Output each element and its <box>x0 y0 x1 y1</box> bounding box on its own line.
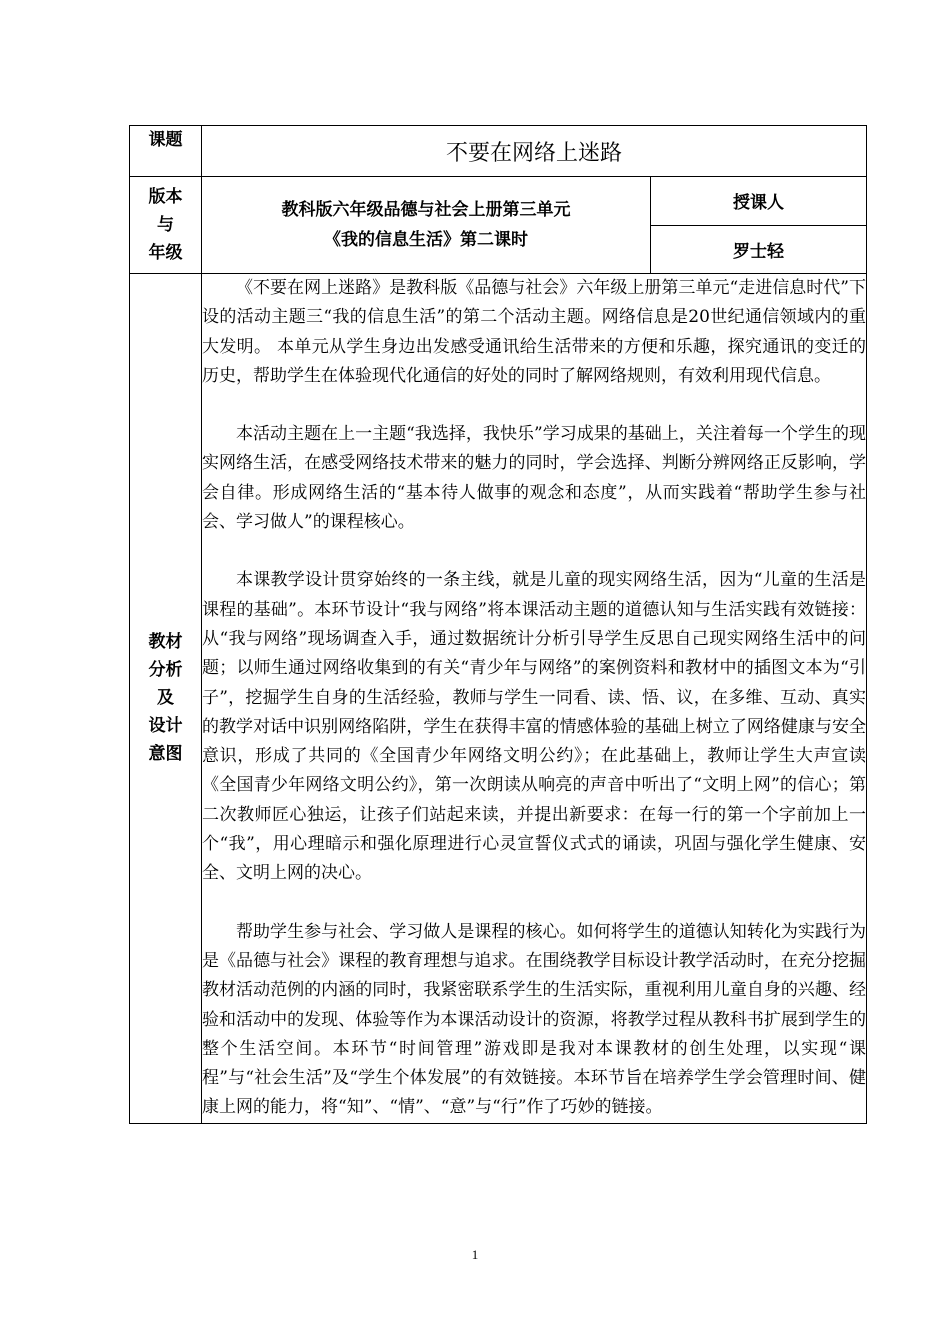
analysis-paragraph: 《不要在网上迷路》是教科版《品德与社会》六年级上册第三单元“走进信息时代”下设的活动主题三“我的信息生活”的第二个活动主题。网络信息是20世纪通信领域内的重大发明。 本单元从学生身边出发感受通讯给生活带来的方便和乐趣，探究通讯的变迁的历史，帮助学生在体验现代化通信的好处的同时了解网络规则，有效利用现代信息。 <box>202 278 866 386</box>
title-row <box>130 126 867 177</box>
analysis-label-line: 设计 <box>148 716 183 737</box>
lesson-plan-table <box>129 125 867 1124</box>
analysis-paragraph: 本课教学设计贯穿始终的一条主线，就是儿童的现实网络生活，因为“儿童的生活是课程的基础”。本环节设计“我与网络”将本课活动主题的道德认知与生活实践有效链接：从“我与网络”现场调查入手，通过数据统计分析引导学生反思自己现实网络生活中的问题；以师生通过网络收集到的有关“青少年与网络”的案例资料和教材中的插图文本为“引子”，挖掘学生自身的生活经验，教师与学生一同看、读、悟、议，在多维、互动、真实的教学对话中识别网络陷阱，学生在获得丰富的情感体验的基础上树立了网络健康与安全意识，形成了共同的《全国青少年网络文明公约》；在此基础上，教师让学生大声宣读《全国青少年网络文明公约》，第一次朗读从响亮的声音中听出了“文明上网”的信心；第二次教师匠心独运，让孩子们站起来读，并提出新要求：在每一行的第一个字前加上一个“我”，用心理暗示和强化原理进行心灵宣誓仪式式的诵读，巩固与强化学生健康、安全、文明上网的决心。 <box>202 570 866 884</box>
analysis-label-line: 及 <box>157 688 174 709</box>
teacher-label: 授课人 <box>650 177 866 226</box>
edition-label-line: 与 <box>157 215 174 235</box>
analysis-paragraph: 帮助学生参与社会、学习做人是课程的核心。如何将学生的道德认知转化为实践行为是《品德与社会》课程的教育理想与追求。在围绕教学目标设计教学活动时，在充分挖掘教材活动范例的内涵的同时，我紧密联系学生的生活实际，重视利用儿童自身的兴趣、经验和活动中的发现、体验等作为本课活动设计的资源，将教学过程从教科书扩展到学生的整个生活空间。本环节“时间管理”游戏即是我对本课教材的创生处理，以实现“课程”与“社会生活”及“学生个体发展”的有效链接。本环节旨在培养学生学会管理时间、健康上网的能力，将“知”、“情”、“意”与“行”作了巧妙的链接。 <box>202 921 866 1118</box>
edition-line-1: 教科版六年级品德与社会上册第三单元 <box>281 200 571 220</box>
title-label-text: 课题 <box>148 130 183 150</box>
analysis-row <box>130 274 867 1124</box>
edition-label <box>130 177 202 274</box>
edition-row <box>130 177 867 226</box>
edition-label-line: 版本 <box>148 187 183 207</box>
page-number: 1 <box>471 1247 479 1262</box>
edition-info <box>202 177 651 274</box>
analysis-content <box>202 274 867 1124</box>
analysis-label-line: 分析 <box>148 660 183 681</box>
analysis-label-line: 意图 <box>148 744 183 765</box>
analysis-label-line: 教材 <box>148 632 183 653</box>
analysis-label <box>130 274 202 1124</box>
teacher-name: 罗士轻 <box>650 225 866 274</box>
edition-line-2: 《我的信息生活》第二课时 <box>323 230 528 250</box>
lesson-title: 不要在网络上迷路 <box>202 126 867 177</box>
title-label <box>130 126 202 177</box>
edition-label-line: 年级 <box>148 243 183 263</box>
analysis-paragraph: 本活动主题在上一主题“我选择，我快乐”学习成果的基础上，关注着每一个学生的现实网络生活，在感受网络技术带来的魅力的同时，学会选择、判断分辨网络正反影响，学会自律。形成网络生活的“基本待人做事的观念和态度”，从而实践着“帮助学生参与社会、学习做人”的课程核心。 <box>202 424 866 533</box>
